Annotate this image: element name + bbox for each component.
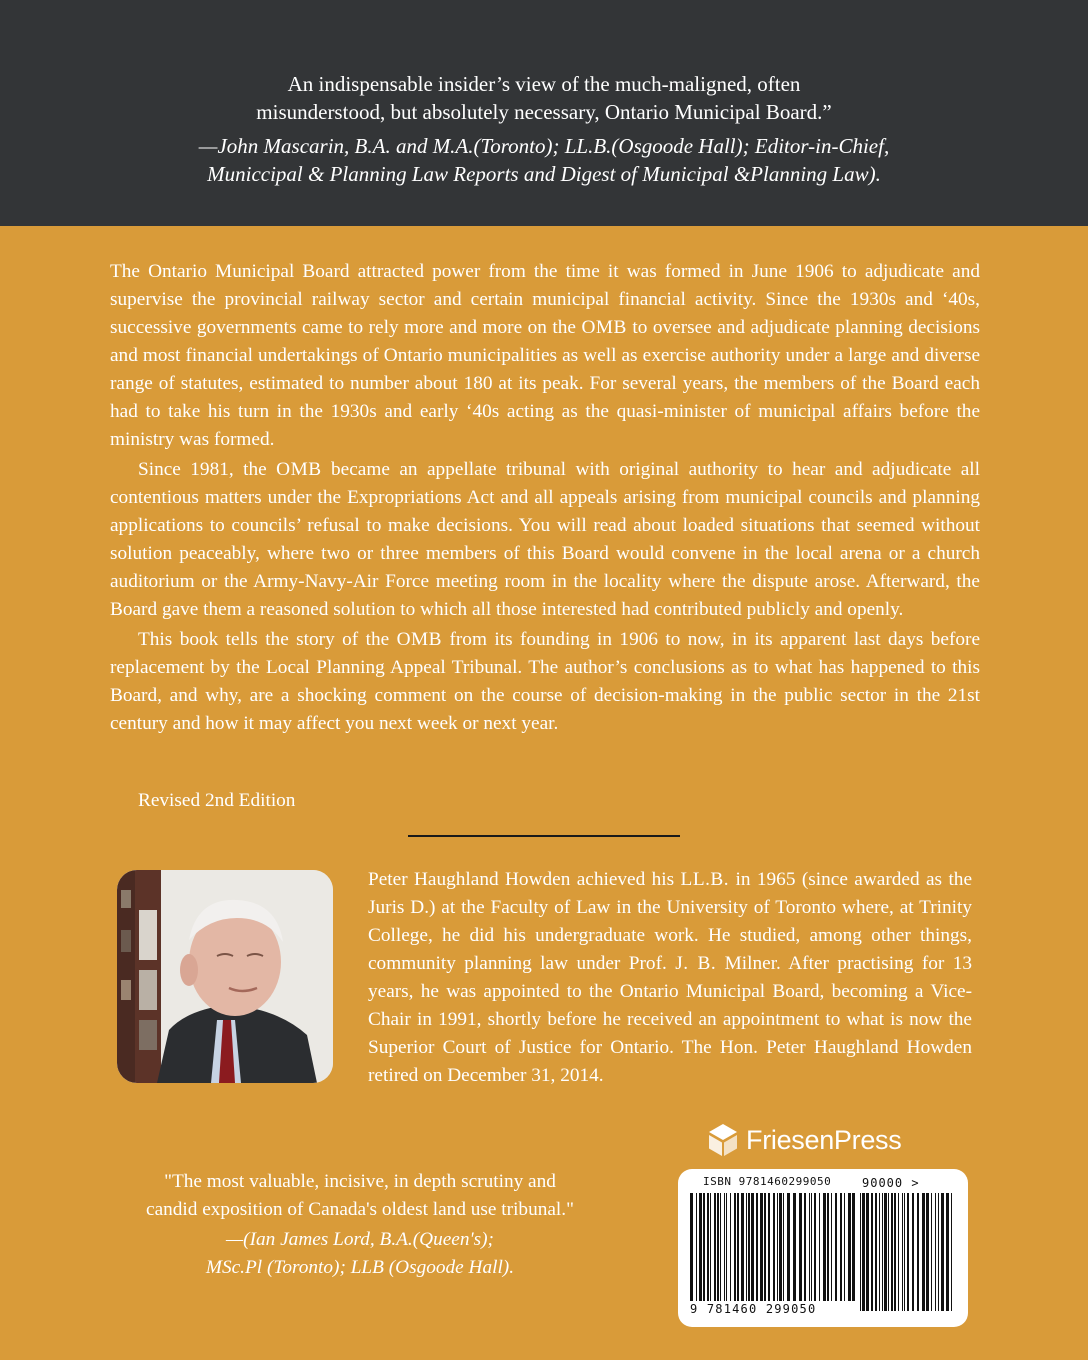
barcode-bar [898, 1193, 899, 1311]
top-quote [60, 70, 1028, 126]
barcode-bar [894, 1193, 896, 1311]
barcode-bar [823, 1193, 826, 1301]
author-bio [368, 866, 972, 1090]
barcode-bar [737, 1193, 739, 1301]
price-code: 90000 > [862, 1176, 920, 1190]
barcode-bar [882, 1193, 883, 1311]
author-photo [117, 870, 333, 1083]
barcode-bar [862, 1193, 865, 1311]
bottom-quote [90, 1168, 630, 1224]
barcode-bar [926, 1193, 929, 1311]
barcode-bar [756, 1193, 758, 1301]
bio-text: Milner. After practising for 13 years, he was appointed to the Ontario Municipal Board, becoming a Vice-Chair in 1991, shortly before he received an appointment to what is now the Superior Court of Justice for Ontario. The Hon. Peter Haughland Howden retired on December 31, 2014. [368, 953, 973, 1086]
section-divider [408, 835, 680, 837]
top-attribution-line: —John Mascarin, B.A. and M.A.(Toronto); LL.B.(Osgoode Hall); Editor-in-Chief, [198, 134, 890, 158]
edition-label: Revised 2nd Edition [138, 790, 296, 811]
barcode-bar [746, 1193, 747, 1301]
barcode-bar [831, 1193, 832, 1301]
blurb-paragraph [110, 626, 980, 738]
barcode-bar [884, 1193, 887, 1311]
barcode-bar [799, 1193, 802, 1301]
barcode-bar [844, 1193, 845, 1301]
barcode-bar [793, 1193, 796, 1301]
author-portrait-image [117, 870, 333, 1083]
bio-text: Peter Haughland Howden achieved his [368, 869, 681, 890]
top-attribution-line: Municcipal & Planning Law Reports and Digest of Municipal &Planning Law). [207, 162, 881, 186]
barcode-bar [779, 1193, 782, 1301]
barcode-bar [804, 1193, 806, 1301]
blurb-text: Since 1981, the [138, 459, 277, 480]
barcode-bar [902, 1193, 903, 1311]
barcode-bar [941, 1193, 944, 1311]
barcode-bar [811, 1193, 812, 1301]
bottom-quote-line: "The most valuable, incisive, in depth scrutiny and [164, 1171, 556, 1192]
isbn-barcode [690, 1193, 856, 1301]
barcode-bar [717, 1193, 719, 1301]
book-blurb [110, 258, 980, 738]
omb-abbrev: OMB [276, 459, 322, 480]
bottom-quote-attribution [90, 1226, 630, 1282]
blurb-paragraph [110, 456, 980, 624]
barcode-bar [866, 1193, 869, 1311]
barcode-bar [690, 1193, 693, 1301]
barcode-bar [696, 1193, 697, 1301]
barcode-bar [852, 1193, 855, 1301]
barcode-bar [840, 1193, 842, 1301]
llb-abbrev: LL.B. [680, 869, 730, 890]
barcode-bar [912, 1193, 914, 1311]
barcode-bar [879, 1193, 880, 1311]
barcode-bar [814, 1193, 816, 1301]
blurb-text: from its founding in 1906 to now, in its apparent last days before replacement by the Local Planning Appeal Tribunal. The author’s conclusions as to what has happened to this Board, and why, are a shocking comment on the course of decision-making in the public sector in the 21st century and how it may affect you next week or next year. [110, 629, 981, 734]
bio-text: in 1965 (since awarded as the Juris D.) at the Faculty of Law in the University of Toronto where, at Trinity College, he did his undergraduate work. He studied, among other things, community planning law under Prof. [368, 869, 972, 974]
barcode-bar [714, 1193, 716, 1301]
barcode-bar [891, 1193, 893, 1311]
barcode-bar [764, 1193, 766, 1301]
price-addon-barcode [860, 1193, 956, 1311]
barcode-bar [871, 1193, 873, 1311]
prof-initials: J. B. [675, 953, 717, 974]
barcode-bar [875, 1193, 877, 1311]
barcode-bar [787, 1193, 790, 1301]
barcode-bar [726, 1193, 727, 1301]
publisher-name: FriesenPress [746, 1124, 902, 1155]
bottom-attribution-line: —(Ian James Lord, B.A.(Queen's); [226, 1229, 494, 1250]
barcode-bar [922, 1193, 925, 1311]
barcode-bar [819, 1193, 820, 1301]
top-quote-line: An indispensable insider’s view of the much-maligned, often [287, 72, 801, 96]
barcode-bar [773, 1193, 775, 1301]
blurb-text: This book tells the story of the [138, 629, 397, 650]
barcode-bar [748, 1193, 750, 1301]
barcode-bar [710, 1193, 711, 1301]
barcode-bar [730, 1193, 731, 1301]
barcode-bar [938, 1193, 939, 1311]
barcode-bar [931, 1193, 932, 1311]
barcode-bar [809, 1193, 810, 1301]
blurb-text: The Ontario Municipal Board attracted power from the time it was formed in June 1906 to adjudicate and supervise the provincial railway sector and certain municipal financial activity. Since the 1930s and ‘40s, successive governments came to rely more and more on the [110, 261, 980, 338]
barcode-bar [751, 1193, 754, 1301]
barcode-bar [707, 1193, 709, 1301]
blurb-text: became an appellate tribunal with original authority to hear and adjudicate all contentious matters under the Expropriations Act and all appeals arising from municipal councils and planning applications to councils’ refusal to make decisions. You will read about loaded situations that seemed without solution peaceably, where two or three members of this Board would convene in the local arena or a church auditorium or the Army-Navy-Air Force meeting room in the locality where the dispute arose. Afterward, the Board gave them a reasoned solution to which all those interested had contributed publicly and openly. [110, 459, 980, 620]
barcode-bar [777, 1193, 778, 1301]
barcode-bar [848, 1193, 851, 1301]
barcode-bar [951, 1193, 952, 1311]
barcode-bar [734, 1193, 736, 1301]
omb-abbrev: OMB [396, 629, 443, 650]
friesenpress-logo-icon [708, 1123, 738, 1157]
barcode-bar [768, 1193, 770, 1301]
barcode-bar [860, 1193, 861, 1311]
barcode-bar [888, 1193, 889, 1311]
barcode-bar [904, 1193, 905, 1311]
barcode-digits: 9 781460 299050 [690, 1302, 817, 1316]
blurb-paragraph [110, 258, 980, 454]
barcode-bar [724, 1193, 725, 1301]
barcode-bar [835, 1193, 837, 1301]
barcode-bar [907, 1193, 909, 1311]
barcode-bar [783, 1193, 784, 1301]
barcode-bar [720, 1193, 721, 1301]
barcode-bar [827, 1193, 829, 1301]
barcode-bar [703, 1193, 705, 1301]
barcode-bar [699, 1193, 702, 1301]
barcode-bar [917, 1193, 919, 1311]
isbn-label: ISBN 9781460299050 [703, 1175, 832, 1188]
top-quote-attribution [60, 132, 1028, 188]
blurb-text: to oversee and adjudicate planning decisions and most financial undertakings of Ontario municipalities as well as exercise authority under a large and diverse range of statutes, estimated to number about 180 at its peak. For several years, the members of the Board each had to take his turn in the 1930s and early ‘40s acting as the quasi-minister of municipal affairs before the ministry was formed. [110, 317, 980, 450]
barcode-bar [741, 1193, 744, 1301]
bottom-attribution-line: MSc.Pl (Toronto); LLB (Osgoode Hall). [205, 1257, 515, 1278]
barcode-bar [935, 1193, 936, 1311]
bottom-quote-line: candid exposition of Canada's oldest land use tribunal." [146, 1199, 574, 1220]
publisher-logo [708, 1120, 901, 1160]
omb-abbrev: OMB [581, 317, 627, 338]
barcode-bar [946, 1193, 949, 1311]
top-quote-line: misunderstood, but absolutely necessary, Ontario Municipal Board.” [256, 100, 832, 124]
barcode-bar [760, 1193, 763, 1301]
